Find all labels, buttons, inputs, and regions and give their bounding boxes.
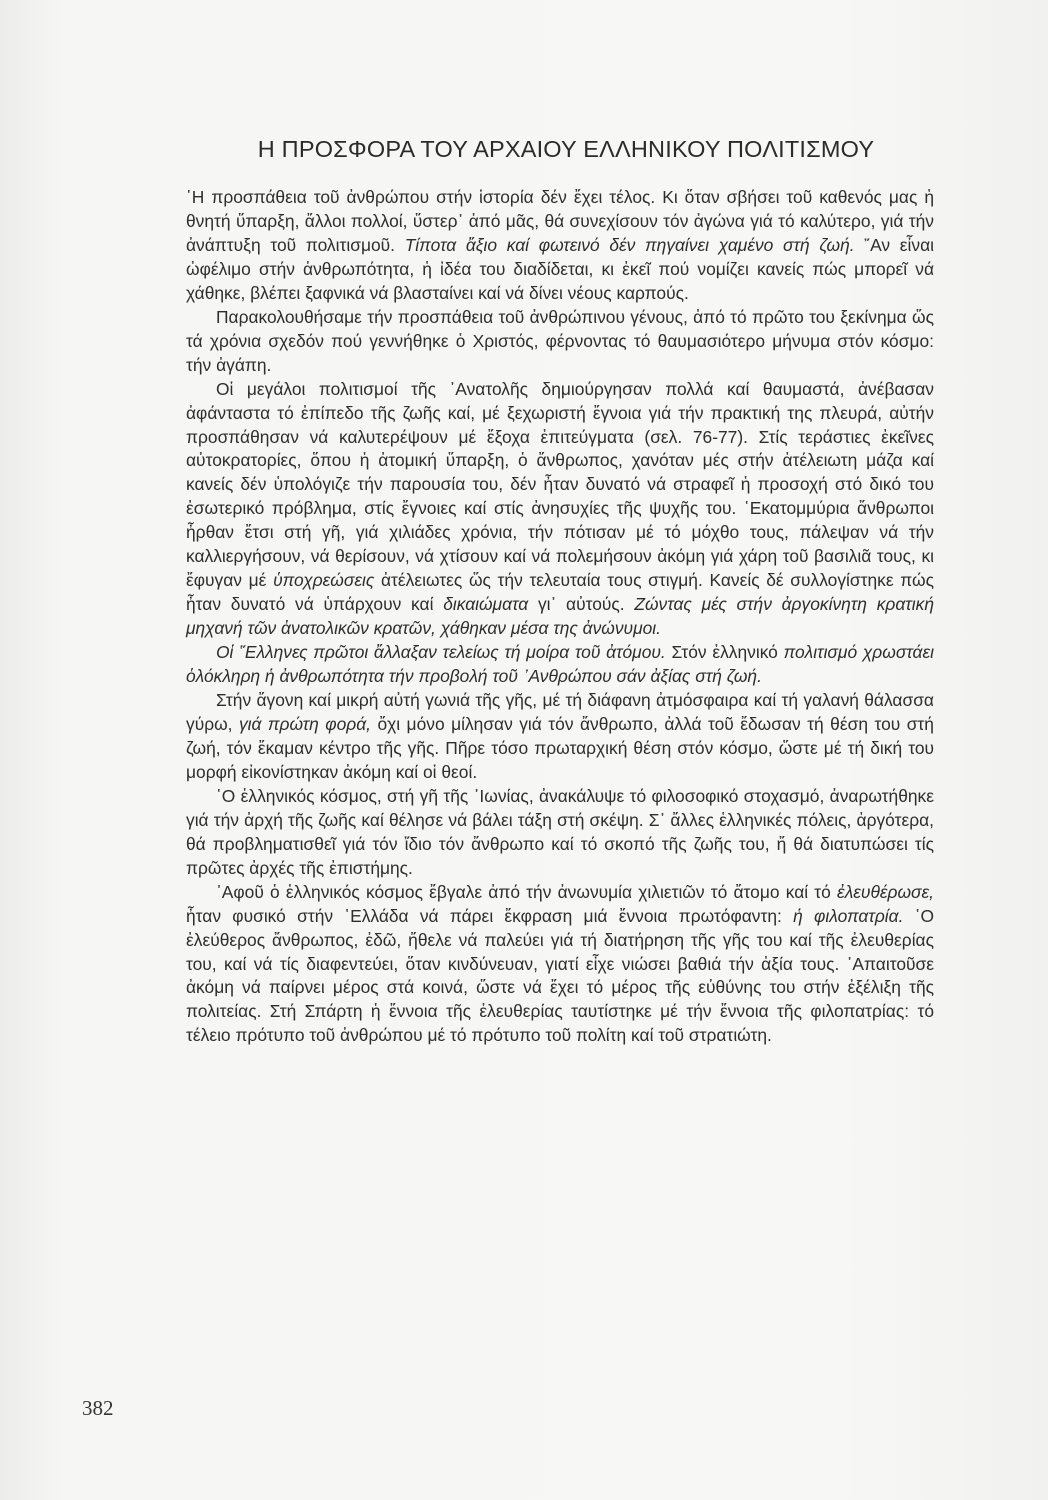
paragraph-1-italic-1: Τίποτα ἄξιο καί φωτεινό δέν πηγαίνει χαμένο στή ζωή. [404,234,855,255]
paragraph-2-text-1: Παρακολουθήσαμε τήν προσπάθεια τοῦ ἀνθρώπινου γένους, ἀπό τό πρῶτο του ξεκίνημα ὥς τά χρόνια σχεδόν πού γεννήθηκε ὁ Χριστός, φέρνοντας τό θαυμασιότερο μήνυμα στόν κόσμο: τήν ἀγάπη. [186,306,934,375]
paragraph-5-text-2: ὄχι μόνο μίλησαν γιά τόν ἄνθρωπο, ἀλλά τοῦ ἔδωσαν τή θέση του στή ζωή, τόν ἔκαμαν κέντρο τῆς γῆς. Πῆρε τόσο πρωταρχική θέση στόν κόσμο, ὥστε μέ τή δική του μορφή εἰκονίστηκαν ἀκόμη καί οἱ θεοί. [186,713,934,782]
paragraph-3 [186,378,934,641]
paragraph-1-text-1: ῾Η προσπάθεια τοῦ ἀνθρώπου στήν ἱστορία δέν ἔχει τέλος. Κι ὅταν σβήσει τοῦ καθενός μας ἡ θνητή ὕπαρξη, ἄλλοι πολλοί, ὕστερ᾽ ἀπό μᾶς, θά συνεχίσουν τόν ἀγώνα γιά τό καλύτερο, γιά τήν ἀνάπτυξη τοῦ πολιτισμοῦ. [186,187,934,255]
paragraph-5 [186,689,934,785]
paragraph-7-italic-2: ἡ φιλοπατρία. [793,905,904,926]
paragraph-6-text-1: ῾Ο ἑλληνικός κόσμος, στή γῆ τῆς ᾿Ιωνίας, ἀνακάλυψε τό φιλοσοφικό στοχασμό, ἀναρωτήθηκε γιά τήν ἀρχή τῆς ζωῆς καί θέλησε νά βάλει τάξη στή σκέψη. Σ᾽ ἄλλες ἑλληνικές πόλεις, ἀργότερα, θά προβληματισθεῖ γιά τόν ἴδιο τόν ἄνθρωπο καί τό σκοπό τῆς ζωῆς του, ἤ θά διατυπώσει τίς πρῶτες ἀρχές τῆς ἐπιστήμης. [186,785,934,878]
paragraph-3-italic-1: ὑποχρεώσεις [273,570,375,591]
paragraph-6 [186,785,934,881]
paragraph-3-text-1: Οἱ μεγάλοι πολιτισμοί τῆς ᾿Ανατολῆς δημιούργησαν πολλά καί θαυμαστά, ἀνέβασαν ἀφάνταστα τό ἐπίπεδο τῆς ζωῆς καί, μέ ξεχωριστή ἔγνοια γιά τήν πρακτική της πλευρά, αὐτήν προσπάθησαν νά καλυτερέψουν μέ ἔξοχα ἐπιτεύγματα (σελ. 76-77). Στίς τεράστιες ἐκεῖνες αὐτοκρατορίες, ὅπου ἡ ἀτομική ὕπαρξη, ὁ ἄνθρωπος, χανόταν μές στήν ἀτέλειωτη μάζα καί κανείς δέν ὑπολόγιζε τήν παρουσία του, δέν ἦταν δυνατό νά στραφεῖ ἡ προσοχή στό δικό του ἐσωτερικό πρόβλημα, στίς ἔγνοιες καί στίς ἀνησυχίες τῆς ψυχῆς του. ῾Εκατομμύρια ἄνθρωποι ἦρθαν ἔτσι στή γῆ, γιά χιλιάδες χρόνια, τήν πότισαν μέ τό μόχθο τους, πάλεψαν νά τήν καλλιεργήσουν, νά θερίσουν, νά χτίσουν καί νά πολεμήσουν ἀκόμη γιά χάρη τοῦ βασιλιᾶ τους, κι ἔφυγαν μέ [186,378,934,591]
paragraph-3-text-3: γι᾽ αὐτούς. [537,594,625,615]
paragraph-2 [186,306,934,378]
paragraph-3-italic-2: δικαιώματα [443,594,529,615]
paragraph-1-text-2: ῎Αν εἶναι ὠφέλιμο στήν ἀνθρωπότητα, ἡ ἰδέα του διαδίδεται, κι ἐκεῖ πού νομίζει κανείς πώς μπορεῖ νά χάθηκε, βλέπει ξαφνικά νά βλασταίνει καί νά δίνει νέους καρπούς. [186,234,934,303]
paragraph-7 [186,881,934,1049]
paragraph-7-italic-1: ἐλευθέρωσε, [837,881,934,902]
paragraph-5-text-1: Στήν ἄγονη καί μικρή αὐτή γωνιά τῆς γῆς, μέ τή διάφανη ἀτμόσφαιρα καί τή γαλανή θάλασσα γύρω, [186,690,934,734]
body-text [186,186,934,1048]
paragraph-7-text-1: ᾿Αφοῦ ὁ ἑλληνικός κόσμος ἔβγαλε ἀπό τήν ἀνωνυμία χιλιετιῶν τό ἄτομο καί τό [216,881,831,902]
paragraph-7-text-3: ῾Ο ἐλεύθερος ἄνθρωπος, ἐδῶ, ἤθελε νά παλεύει γιά τή διατήρηση τῆς γῆς του καί τῆς ἐλευθερίας του, καί νά τίς διαφεντεύει, ὅταν κινδύνευαν, γιατί εἶχε νιώσει βαθιά τήν ἀξία τους. ᾿Απαιτοῦσε ἀκόμη νά παίρνει μέρος στά κοινά, ὥστε νά ἔχει τό μέρος τῆς εὐθύνης του στήν ἐξέλιξη τῆς πολιτείας. Στή Σπάρτη ἡ ἔννοια τῆς ἐλευθερίας ταυτίστηκε μέ τήν ἔννοια τῆς φιλοπατρίας: τό τέλειο πρότυπο τοῦ ἀνθρώπου μέ τό πρότυπο τοῦ πολίτη καί τοῦ στρατιώτη. [186,905,935,1046]
chapter-title: Η ΠΡΟΣΦΟΡΑ ΤΟΥ ΑΡΧΑΙΟΥ ΕΛΛΗΝΙΚΟΥ ΠΟΛΙΤΙΣΜΟΥ [257,136,875,162]
paragraph-4-text-1: Στόν ἑλληνικό [671,642,778,663]
paragraph-4 [186,641,934,689]
paragraph-3-text-2: ἀτέλειωτες ὥς τήν τελευταία τους στιγμή. Κανείς δέ συλλογίστηκε πώς ἦταν δυνατό νά ὑπάρχουν καί [186,570,934,615]
paragraph-3-italic-3: Ζώντας μές στήν ἀργοκίνητη κρατική μηχανή τῶν ἀνατολικῶν κρατῶν, χάθηκαν μέσα της ἀνώνυμοι. [186,594,934,639]
paragraph-1 [186,186,934,306]
paragraph-5-italic-1: γιά πρώτη φορά, [238,713,371,734]
paragraph-4-italic-2: πολιτισμό χρωστάει ὁλόκληρη ἡ ἀνθρωπότητα τήν προβολή τοῦ ᾿Ανθρώπου σάν ἀξίας στή ζωή. [186,642,934,687]
paragraph-4-italic-1: Οἱ ῞Ελληνες πρῶτοι ἄλλαξαν τελείως τή μοίρα τοῦ ἀτόμου. [216,642,666,663]
paragraph-7-text-2: ἦταν φυσικό στήν ῾Ελλάδα νά πάρει ἔκφραση μιά ἔννοια πρωτόφαντη: [186,905,782,926]
page-number: 382 [82,1396,114,1420]
